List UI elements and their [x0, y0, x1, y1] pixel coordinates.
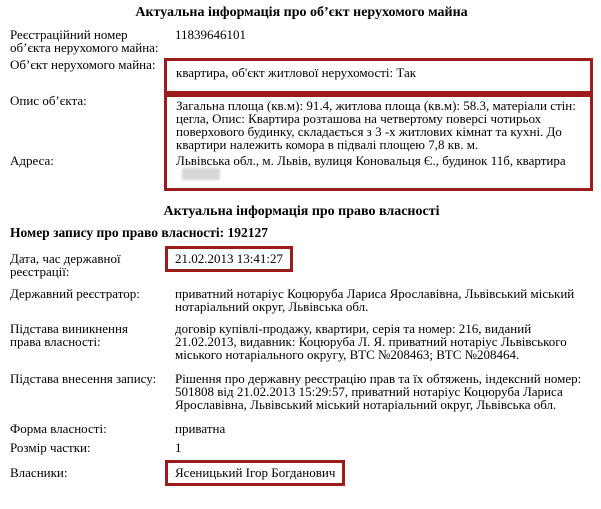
- ownership-form-value: приватна: [175, 421, 226, 436]
- registration-number-value: 11839646101: [175, 27, 247, 42]
- field-row-registration-datetime: [10, 246, 593, 278]
- ownership-form-label: Форма власності:: [10, 421, 107, 436]
- ownership-ground-value: договір купівлі-продажу, квартири, серія та номер: 216, виданий 21.02.2013, видавник: Коцюруба Л. Я. приватний нотаріус Львівського міського нотаріального округу, ВТС №208463; ВТС №208464.: [175, 321, 567, 362]
- field-row-address: [10, 154, 593, 191]
- ownership-record-number-line: Номер запису про право власності: 192127: [10, 225, 269, 240]
- field-row-share-size: [10, 441, 593, 454]
- description-label: Опис об’єкта:: [10, 93, 87, 108]
- field-row-description: [10, 94, 593, 151]
- object-type-value: квартира, об'єкт житлової нерухомості: Так: [176, 65, 417, 80]
- registration-datetime-value-cell: [165, 246, 593, 272]
- address-text: Львівська обл., м. Львів, вулиця Коновальця Є., будинок 11б, квартира: [176, 153, 566, 168]
- address-value: [165, 154, 593, 191]
- ownership-section-title: Актуальна інформація про право власності: [163, 204, 440, 219]
- registration-datetime-label: Дата, час державної реєстрації:: [10, 251, 121, 279]
- owners-value-cell: [165, 460, 593, 486]
- field-row-registration-number: [10, 28, 593, 54]
- registrar-label: Державний реєстратор:: [10, 286, 140, 301]
- field-row-record-ground: [10, 372, 593, 411]
- description-value: Загальна площа (кв.м): 91.4, житлова площа (кв.м): 58.3, матеріали стін: цегла, Опис: Квартира розташова на четвертому поверсі чотирьох поверхового будинку, складається з 3 -х житлових кімнат та кухні. До квартири належить комора в підвалі площею 7,8 кв. м.: [176, 98, 576, 152]
- owner-name-highlight-box: Ясеницький Ігор Богданович: [165, 460, 345, 486]
- highlight-group-description-address: [10, 94, 593, 191]
- registration-datetime-highlight-box: 21.02.2013 13:41:27: [165, 246, 293, 272]
- field-row-owners: [10, 460, 593, 486]
- object-section-title: Актуальна інформація про об’єкт нерухомого майна: [135, 5, 468, 20]
- share-size-value: 1: [175, 440, 182, 455]
- object-type-label: Об’єкт нерухомого майна:: [10, 57, 156, 72]
- share-size-label: Розмір частки:: [10, 440, 91, 455]
- owners-label: Власники:: [10, 465, 68, 480]
- redacted-apartment-number: [182, 168, 220, 180]
- highlight-group-object-type: [10, 58, 593, 94]
- record-ground-label: Підстава внесення запису:: [10, 371, 157, 386]
- registration-number-label: Реєстраційний номер об’єкта нерухомого майна:: [10, 27, 159, 55]
- record-ground-value: Рішення про державну реєстрацію прав та їх обтяжень, індексний номер: 501808 від 21.02.2013 15:29:57, приватний нотаріус Коцюруба Лариса Ярославівна, Львівський міський нотаріальний округ, Львівська обл.: [175, 371, 582, 412]
- registrar-value: приватний нотаріус Коцюруба Лариса Ярославівна, Львівський міський нотаріальний округ, Львівська обл.: [175, 286, 575, 314]
- ownership-ground-label: Підстава виникнення права власності:: [10, 321, 128, 349]
- field-row-ownership-form: [10, 422, 593, 435]
- field-row-ownership-ground: [10, 322, 593, 361]
- field-row-registrar: [10, 287, 593, 313]
- field-row-object-type: [10, 58, 593, 94]
- address-label: Адреса:: [10, 153, 54, 168]
